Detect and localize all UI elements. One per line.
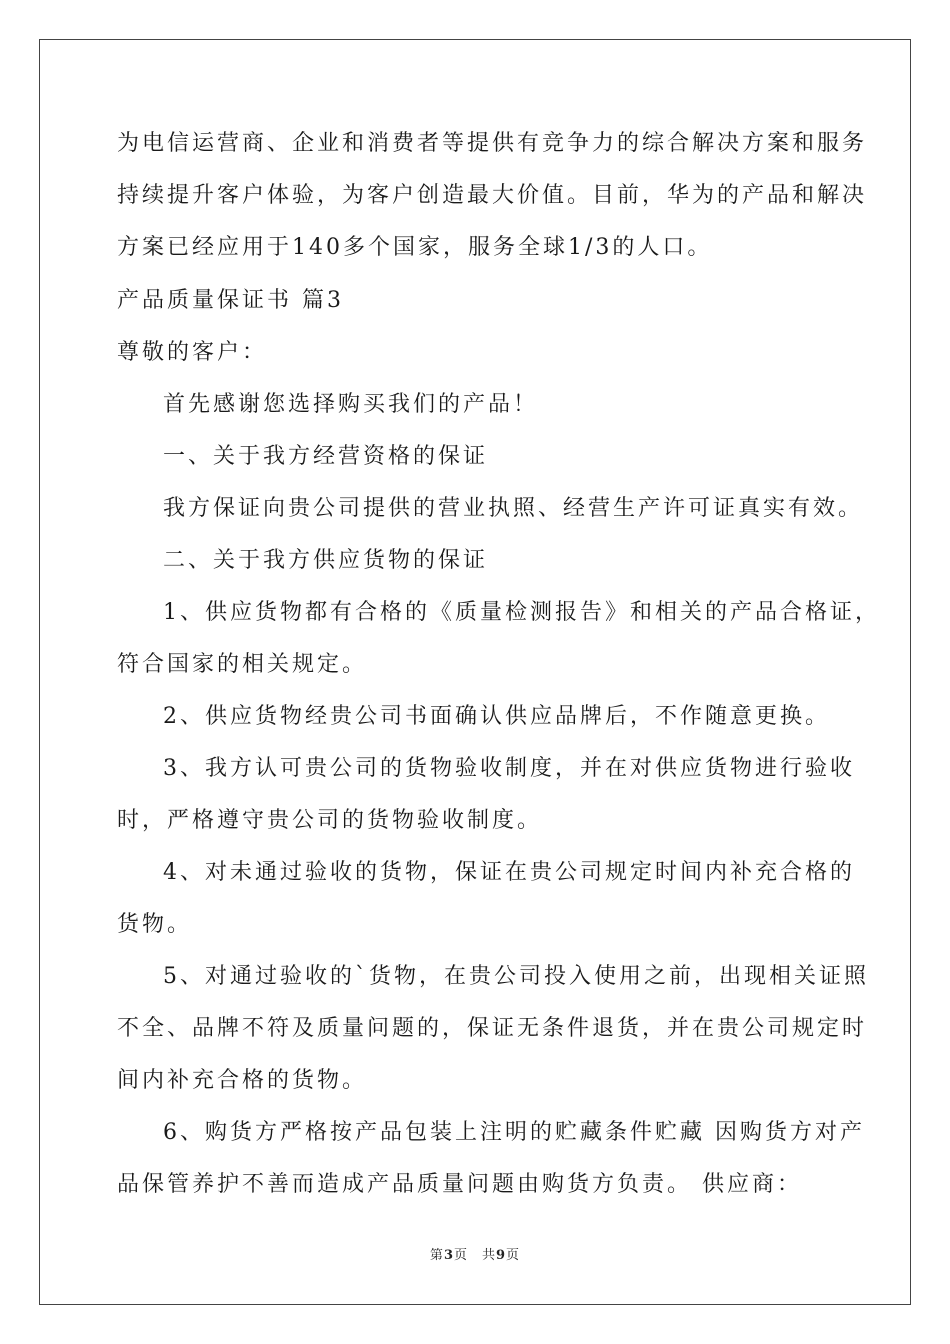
footer-total-pages: 9 (496, 1248, 507, 1263)
paragraph-line: 6、购货方严格按产品包装上注明的贮藏条件贮藏 因购货方对产 (163, 1120, 865, 1145)
subheading: 一、关于我方经营资格的保证 (163, 444, 489, 469)
paragraph-line: 我方保证向贵公司提供的营业执照、经营生产许可证真实有效。 (163, 496, 864, 521)
paragraph-line: 品保管养护不善而造成产品质量问题由购货方负责。 供应商： (117, 1172, 802, 1197)
paragraph-line: 间内补充合格的货物。 (117, 1068, 368, 1093)
paragraph-line: 方案已经应用于140多个国家，服务全球1/3的人口。 (117, 235, 713, 260)
paragraph-line: 5、对通过验收的`货物，在贵公司投入使用之前，出现相关证照 (163, 964, 869, 989)
paragraph-line: 货物。 (117, 912, 193, 937)
paragraph-line: 不全、品牌不符及质量问题的，保证无条件退货，并在贵公司规定时 (117, 1016, 868, 1041)
page-footer (0, 1244, 950, 1263)
paragraph-line: 为电信运营商、企业和消费者等提供有竞争力的综合解决方案和服务 (117, 131, 868, 156)
salutation: 尊敬的客户： (117, 340, 268, 365)
paragraph-line: 符合国家的相关规定。 (117, 652, 368, 677)
footer-page-number: 3 (443, 1248, 454, 1263)
paragraph-line: 首先感谢您选择购买我们的产品！ (163, 392, 539, 417)
subheading: 二、关于我方供应货物的保证 (163, 548, 489, 573)
footer-prefix: 第 (429, 1248, 444, 1263)
paragraph-line: 时，严格遵守贵公司的货物验收制度。 (117, 808, 543, 833)
paragraph-line: 4、对未通过验收的货物，保证在贵公司规定时间内补充合格的 (163, 860, 855, 885)
footer-suffix: 页 (506, 1248, 521, 1263)
paragraph-line: 持续提升客户体验，为客户创造最大价值。目前，华为的产品和解决 (117, 183, 868, 208)
footer-middle: 页 共 (453, 1248, 496, 1263)
paragraph-line: 3、我方认可贵公司的货物验收制度，并在对供应货物进行验收 (163, 756, 855, 781)
section-heading: 产品质量保证书 篇3 (117, 288, 344, 313)
paragraph-line: 2、供应货物经贵公司书面确认供应品牌后，不作随意更换。 (163, 704, 830, 729)
paragraph-line: 1、供应货物都有合格的《质量检测报告》和相关的产品合格证， (163, 600, 880, 625)
